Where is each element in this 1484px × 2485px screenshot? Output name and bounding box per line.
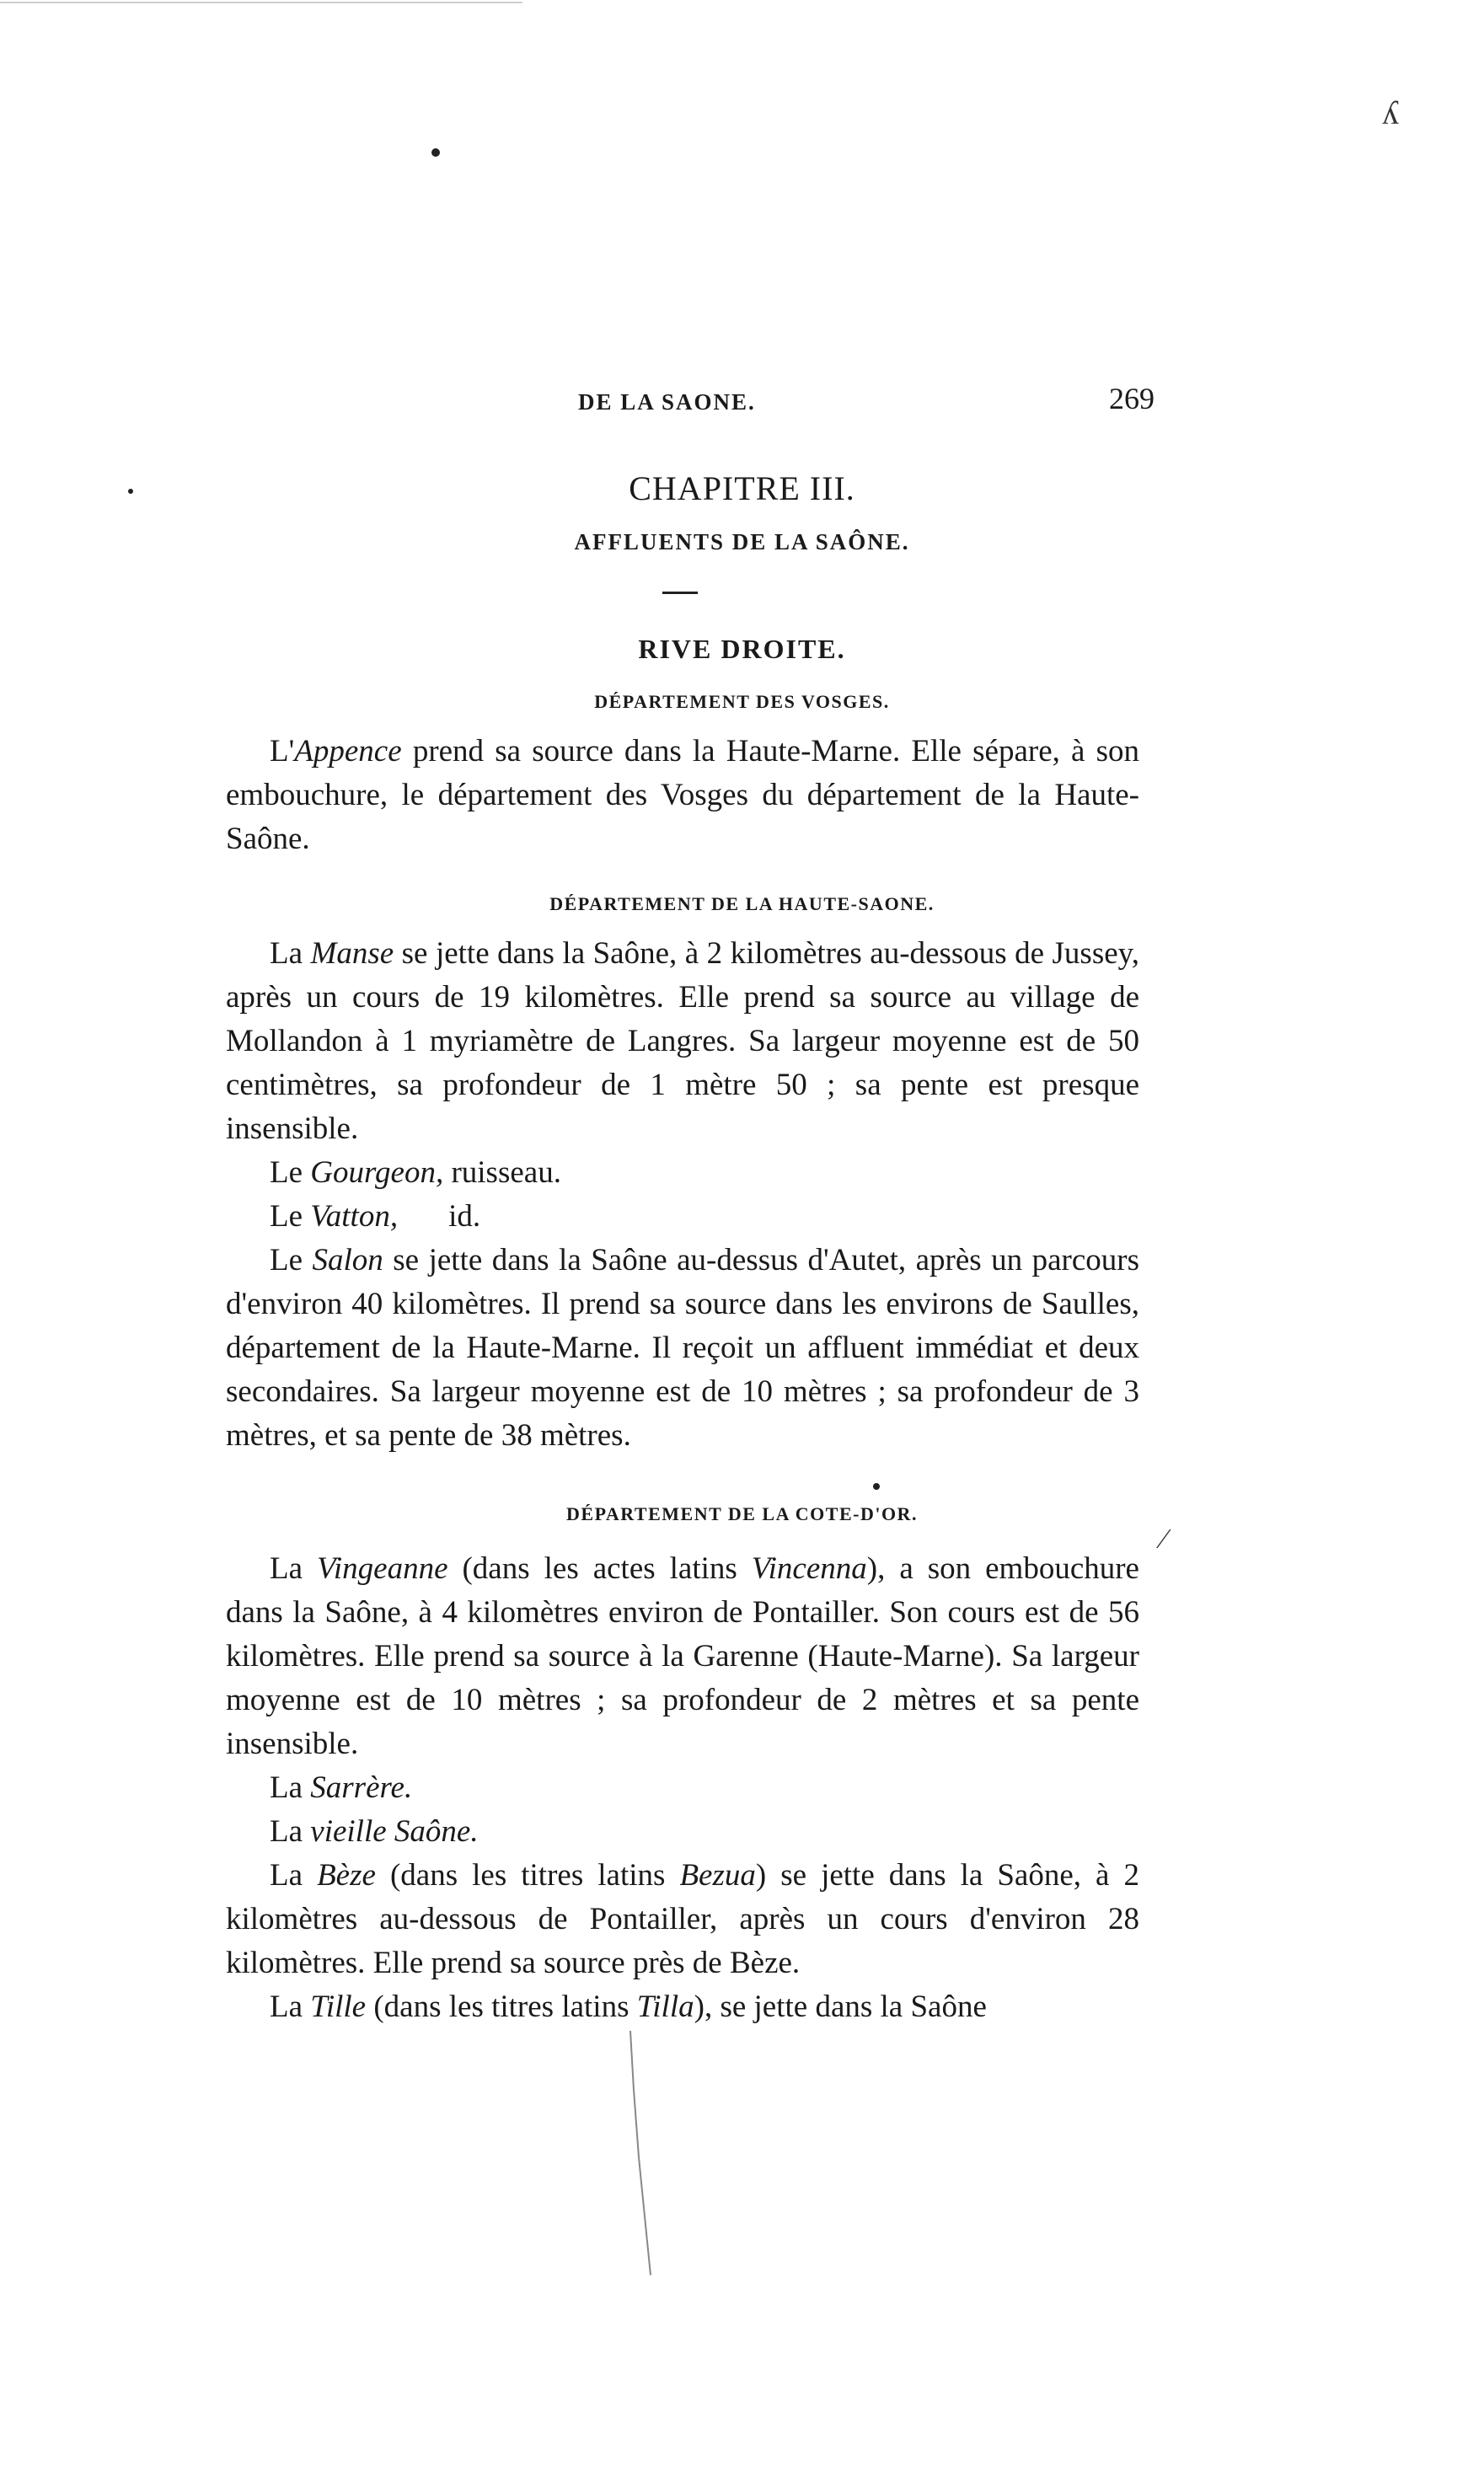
department-heading-cote-dor: DÉPARTEMENT DE LA COTE-D'OR.: [566, 1503, 918, 1524]
paragraph-sarrere: La Sarrère.: [270, 1770, 413, 1805]
river-name: Bèze: [317, 1858, 376, 1893]
margin-pencil-mark: ⁄: [1161, 1524, 1166, 1555]
section-divider: [662, 592, 698, 594]
river-name: Appence: [294, 734, 402, 769]
chapter-title: CHAPITRE III.: [629, 469, 855, 507]
paragraph-appence: L'Appence prend sa source dans la Haute-Marne. Elle sépare, à son embouchure, le département des Vosges du département de la Haute-Saône.: [226, 734, 1139, 856]
department-heading-haute-saone: DÉPARTEMENT DE LA HAUTE-SAONE.: [549, 893, 935, 914]
paragraph-vatton: Le Vatton, id.: [270, 1199, 481, 1234]
paragraph-manse: La Manse se jette dans la Saône, à 2 kilomètres au-dessous de Jussey, après un cours de 19 kilomètres. Elle prend sa source au village de Mollandon à 1 myriamètre de Langres. Sa largeur moyenne est de 50 centimètres, sa profondeur de 1 mètre 50 ; sa pente est presque insensible.: [226, 936, 1140, 1146]
section-title: RIVE DROITE.: [638, 634, 846, 664]
page-header: [539, 381, 1155, 431]
paragraph-tille: La Tille (dans les titres latins Tilla), se jette dans la Saône: [270, 1990, 987, 2024]
river-name: vieille Saône.: [310, 1814, 479, 1849]
scan-top-line: [0, 2, 522, 3]
stray-ink-dot: [431, 148, 440, 157]
paragraph-vieille-saone: La vieille Saône.: [270, 1814, 479, 1849]
latin-name: Vincenna: [751, 1551, 867, 1586]
stray-ink-dot-3: [873, 1483, 880, 1490]
latin-name: Tilla: [636, 1990, 694, 2024]
paragraph-gourgeon: Le Gourgeon, ruisseau.: [270, 1155, 561, 1190]
page-number: 269: [1109, 382, 1155, 415]
river-name: Tille: [310, 1990, 367, 2024]
pencil-stroke: [590, 2022, 674, 2292]
river-name: Sarrère.: [310, 1770, 413, 1805]
paragraph-salon: Le Salon se jette dans la Saône au-dessus d'Autet, après un parcours d'environ 40 kilomètres. Il prend sa source dans les environs de Saulles, département de la Haute-Marne. Il reçoit un affluent immédiat et deux secondaires. Sa largeur moyenne est de 10 mètres ; sa profondeur de 3 mètres, et sa pente de 38 mètres.: [226, 1243, 1139, 1453]
paragraph-vingeanne: La Vingeanne (dans les actes latins Vincenna), a son embouchure dans la Saône, à 4 kilomètres environ de Pontailler. Son cours est de 56 kilomètres. Elle prend sa source à la Garenne (Haute-Marne). Sa largeur moyenne est de 10 mètres ; sa profondeur de 2 mètres et sa pente insensible.: [226, 1551, 1139, 1761]
river-name: Manse: [310, 936, 394, 971]
department-heading-vosges: DÉPARTEMENT DES VOSGES.: [594, 691, 890, 712]
river-name: Salon: [312, 1243, 383, 1277]
river-name: Vingeanne: [317, 1551, 448, 1586]
river-name: Vatton,: [310, 1199, 399, 1234]
chapter-subtitle: AFFLUENTS DE LA SAÔNE.: [574, 529, 910, 554]
river-name: Gourgeon,: [310, 1155, 444, 1190]
corner-pencil-mark: ʎ: [1382, 94, 1399, 131]
paragraph-beze: La Bèze (dans les titres latins Bezua) se jette dans la Saône, à 2 kilomètres au-dessous de Pontailler, après un cours d'environ 28 kilomètres. Elle prend sa source près de Bèze.: [226, 1858, 1139, 1980]
latin-name: Bezua: [679, 1858, 756, 1893]
running-head: DE LA SAONE.: [578, 389, 756, 415]
